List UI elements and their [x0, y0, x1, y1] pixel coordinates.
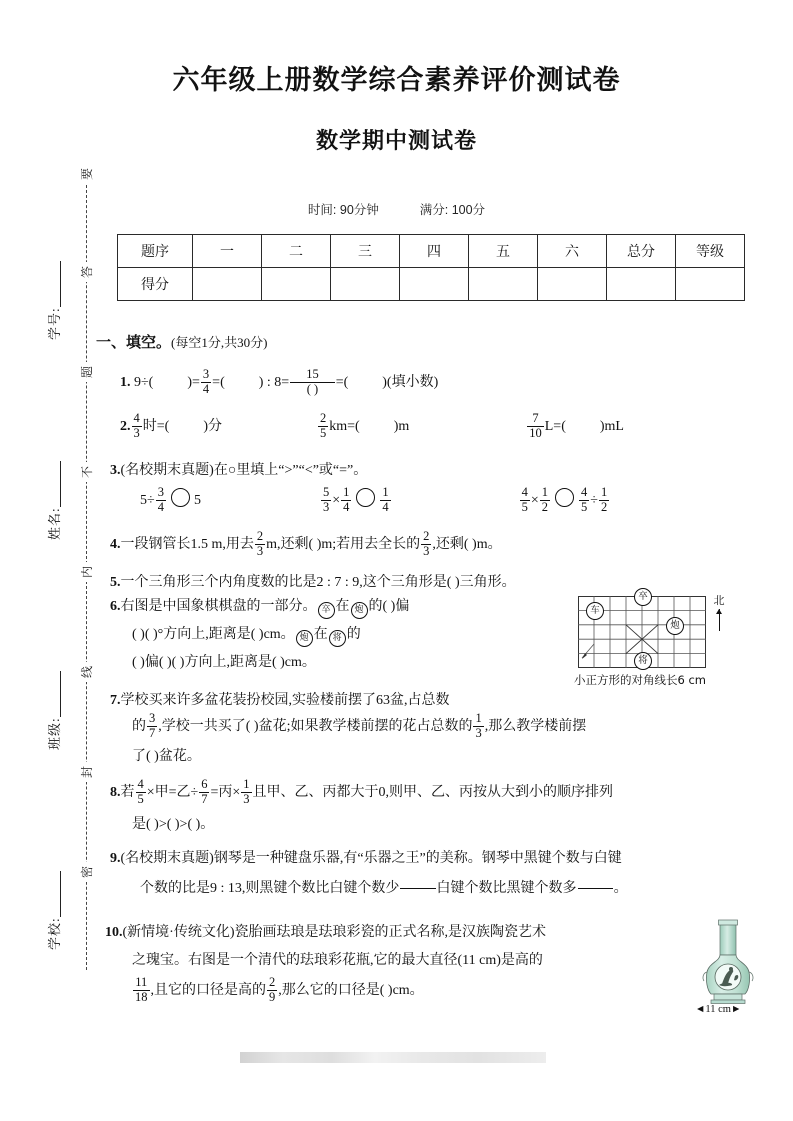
- score-cell-6[interactable]: [538, 268, 607, 301]
- fraction-2-3b: [421, 530, 431, 558]
- fraction-numerator: 11: [135, 975, 148, 989]
- fraction-numerator: [400, 874, 435, 888]
- question-4-number: 4.: [110, 537, 121, 552]
- fraction-numerator: 2: [269, 975, 276, 989]
- compare-3-rop: ÷: [590, 493, 598, 508]
- question-8-e: 是( )>( )>( )。: [132, 817, 215, 832]
- question-9-c: 白键个数比黑键个数多: [436, 881, 577, 896]
- exam-total-score: 满分: 100分: [419, 203, 486, 217]
- fraction-denominator: 4: [382, 499, 389, 514]
- chess-board-figure: [574, 591, 790, 702]
- question-7-d: ,那么教学楼前摆: [484, 719, 587, 734]
- score-cell-3[interactable]: [331, 268, 400, 301]
- question-10-line3: [132, 976, 702, 1006]
- vase-caption-text: 11 cm: [705, 1004, 731, 1015]
- fraction-5-3: [321, 486, 331, 514]
- fraction-1-4b: [380, 486, 390, 514]
- fraction-numerator: 15: [306, 367, 319, 381]
- question-6-l2c: 的: [346, 627, 361, 642]
- left-arrow-icon: ◄: [695, 1004, 706, 1015]
- score-cell-5[interactable]: [469, 268, 538, 301]
- fraction-denominator: 7: [149, 725, 156, 740]
- fraction-denominator: 3: [133, 425, 140, 440]
- page-title: 六年级上册数学综合素养评价测试卷: [172, 65, 621, 96]
- question-5-text: 一个三角形三个内角度数的比是2 : 7 : 9,这个三角形是( )三角形。: [120, 575, 516, 590]
- question-8-b: ×甲=乙÷: [146, 785, 199, 800]
- table-row-scores: [118, 268, 745, 301]
- answer-fraction-blank-2[interactable]: [578, 874, 613, 902]
- fraction-2-9: [267, 976, 277, 1004]
- compare-2-op: ×: [332, 493, 341, 508]
- score-col-1: 一: [193, 235, 262, 268]
- question-3-comparisons: [140, 486, 610, 516]
- question-2-close-2: )m: [393, 419, 410, 434]
- seal-char-7: 密: [77, 862, 97, 882]
- section-heading: [96, 336, 267, 351]
- fraction-3-7: [147, 712, 157, 740]
- fraction-denominator: 5: [319, 425, 327, 440]
- question-6-number: 6.: [110, 599, 121, 614]
- question-3-number: 3.: [110, 463, 121, 478]
- fraction-numerator: 6: [201, 777, 208, 791]
- chess-piece-pao-inline: 炮: [351, 602, 368, 619]
- seal-char-5: 线: [77, 662, 97, 682]
- section-score-note: (每空1分,共30分): [171, 335, 268, 350]
- compare-circle-2[interactable]: [356, 488, 375, 507]
- compare-circle-3[interactable]: [555, 488, 574, 507]
- fraction-denominator: 4: [343, 499, 350, 514]
- question-10-c: ,且它的口径是高的: [150, 983, 266, 998]
- fraction-denominator: 2: [541, 499, 548, 514]
- vase-illustration: [697, 918, 759, 1006]
- compare-1: [140, 485, 204, 514]
- fraction-4-5b: [579, 486, 589, 514]
- score-cell-grade[interactable]: [676, 268, 745, 301]
- question-6: [110, 592, 580, 622]
- compare-1-left: 5÷: [140, 493, 155, 508]
- section-name: 填空。: [126, 335, 172, 351]
- question-2-unit-3: L=(: [544, 419, 566, 434]
- fraction-1-4: [341, 486, 351, 514]
- fraction-numerator: 1: [600, 485, 608, 499]
- question-10-number: 10.: [105, 925, 123, 940]
- question-8-line2: [132, 810, 214, 840]
- question-1-eq2: =(: [212, 375, 225, 390]
- question-3-text: (名校期末真题)在○里填上“>”“<”或“=”。: [120, 463, 368, 478]
- score-cell-1[interactable]: [193, 268, 262, 301]
- question-6-l2: ( )( )°方向上,距离是( )cm。: [132, 627, 295, 642]
- question-10-d: ,那么它的口径是( )cm。: [278, 983, 424, 998]
- question-4-a: 一段钢管长1.5 m,用去: [120, 537, 254, 552]
- question-8-number: 8.: [110, 785, 121, 800]
- question-4-c: ,还剩( )m。: [432, 537, 502, 552]
- question-8-c: =丙×: [210, 785, 241, 800]
- fraction-6-7: [199, 778, 209, 806]
- question-6-l1a: 右图是中国象棋棋盘的一部分。: [120, 599, 317, 614]
- compare-2: [320, 485, 395, 514]
- score-cell-total[interactable]: [607, 268, 676, 301]
- answer-fraction-blank-1[interactable]: [400, 874, 435, 902]
- fraction-numerator: 2: [319, 411, 327, 425]
- question-4: [110, 530, 502, 560]
- question-7-line3: [132, 742, 201, 772]
- question-1-number: 1.: [120, 375, 131, 390]
- question-2-close-1: )分: [203, 419, 222, 434]
- fraction-numerator: [578, 874, 613, 888]
- question-2-number: 2.: [120, 419, 131, 434]
- right-arrow-icon: ►: [730, 1004, 742, 1015]
- seal-label-class: [44, 664, 63, 750]
- table-row-header: [118, 235, 745, 268]
- seal-label-class-text: 班级:: [47, 717, 62, 750]
- question-6-line3: [132, 648, 592, 678]
- fraction-numerator: 4: [137, 777, 144, 791]
- question-1-ratio: ) : 8=: [258, 375, 290, 390]
- fraction-numerator: 1: [343, 485, 350, 499]
- redaction-bar: [240, 1052, 546, 1063]
- score-table: [117, 234, 745, 301]
- question-8: [110, 778, 750, 808]
- fraction-denominator: 4: [157, 499, 164, 514]
- chess-piece-jiang: 将: [634, 652, 652, 670]
- score-col-6: 六: [538, 235, 607, 268]
- seal-char-3: 不: [77, 462, 97, 482]
- seal-label-name: [44, 454, 63, 540]
- chess-board-caption: 小正方形的对角线长6 cm: [574, 673, 706, 687]
- question-10-line2: [132, 946, 702, 976]
- score-col-total: 总分: [607, 235, 676, 268]
- question-1-eq3: =(: [335, 375, 349, 390]
- fraction-11-18: [133, 976, 150, 1004]
- question-3: [110, 456, 367, 486]
- fraction-denominator: ( ): [290, 382, 335, 397]
- compare-1-right: 5: [193, 493, 201, 508]
- fraction-denominator: [400, 888, 435, 903]
- chess-piece-zu: 卒: [634, 588, 652, 606]
- fraction-denominator: 5: [137, 791, 144, 806]
- fraction-15-blank: [290, 368, 335, 396]
- fraction-1-2: [540, 486, 550, 514]
- fraction-numerator: 2: [256, 529, 264, 543]
- question-7-b: 的: [132, 719, 146, 734]
- score-table-row-label-1: 题序: [118, 235, 193, 268]
- question-2-unit-2: km=(: [329, 419, 360, 434]
- question-6-l1c: 的( )偏: [368, 599, 410, 614]
- fraction-denominator: 5: [521, 499, 528, 514]
- fraction-1-3b: [241, 778, 251, 806]
- question-6-l3: ( )偏( )( )方向上,距离是( )cm。: [132, 655, 316, 670]
- score-cell-4[interactable]: [400, 268, 469, 301]
- fraction-numerator: 1: [541, 485, 548, 499]
- fraction-numerator: 3: [202, 367, 210, 381]
- page-subtitle: 数学期中测试卷: [315, 129, 477, 154]
- score-col-3: 三: [331, 235, 400, 268]
- fraction-denominator: 3: [243, 791, 250, 806]
- score-col-5: 五: [469, 235, 538, 268]
- fraction-numerator: 1: [475, 711, 482, 725]
- question-1: [120, 368, 438, 398]
- question-7-number: 7.: [110, 693, 121, 708]
- question-10-a: (新情境·传统文化)瓷胎画珐琅是珐琅彩瓷的正式名称,是汉族陶瓷艺术: [122, 925, 546, 940]
- fraction-denominator: 9: [269, 989, 276, 1004]
- score-table-row-label-2: 得分: [118, 268, 193, 301]
- question-10-b: 之瑰宝。右图是一个清代的珐琅彩花瓶,它的最大直径(11 cm)是高的: [132, 953, 543, 968]
- vase-figure: [697, 918, 763, 1020]
- fraction-denominator: 10: [529, 425, 542, 440]
- fraction-numerator: 2: [423, 529, 430, 543]
- chess-piece-pao-inline-2: 炮: [296, 630, 313, 647]
- fraction-4-5: [520, 486, 530, 514]
- fraction-denominator: 3: [256, 543, 264, 558]
- compare-circle-1[interactable]: [171, 488, 190, 507]
- seal-char-2: 题: [77, 362, 97, 382]
- fraction-denominator: 3: [423, 543, 430, 558]
- question-1-lead: 9÷(: [134, 375, 154, 390]
- question-1-eq1: )=: [187, 375, 200, 390]
- score-cell-2[interactable]: [262, 268, 331, 301]
- fraction-denominator: 5: [581, 499, 588, 514]
- score-col-2: 二: [262, 235, 331, 268]
- question-9-number: 9.: [110, 851, 121, 866]
- seal-margin: [0, 150, 100, 1000]
- seal-label-student-id: [44, 254, 63, 340]
- question-7-line2: [132, 712, 752, 742]
- question-6-line2: [132, 620, 592, 650]
- question-2-close-3: )mL: [599, 419, 624, 434]
- seal-label-school: [44, 864, 63, 950]
- seal-char-0: 要: [77, 164, 97, 184]
- compare-3: [519, 485, 611, 514]
- fraction-7-10: [527, 412, 544, 440]
- fraction-numerator: 4: [521, 485, 528, 499]
- fraction-numerator: 7: [532, 411, 539, 425]
- question-9-b: 个数的比是9 : 13,则黑键个数比白键个数少: [140, 881, 400, 896]
- exam-meta: [0, 200, 793, 218]
- north-arrow-icon: [719, 609, 720, 631]
- question-2: [120, 412, 624, 442]
- fraction-numerator: 3: [157, 485, 164, 499]
- vase-dimension-label: [695, 1004, 741, 1015]
- fraction-3-4: [201, 368, 211, 396]
- question-7-c: ,学校一共买了( )盆花;如果教学楼前摆的花占总数的: [158, 719, 473, 734]
- exam-duration: 时间: 90分钟: [307, 203, 379, 217]
- fraction-numerator: 4: [133, 411, 140, 425]
- compass-north: [706, 592, 732, 631]
- question-5-number: 5.: [110, 575, 121, 590]
- question-1-tail: )(填小数): [382, 375, 439, 390]
- fraction-numerator: 3: [149, 711, 156, 725]
- question-2-unit-1: 时=(: [142, 419, 170, 434]
- seal-label-school-text: 学校:: [47, 917, 62, 950]
- seal-char-6: 封: [77, 762, 97, 782]
- fraction-4-3: [132, 412, 142, 440]
- fraction-denominator: 2: [600, 499, 608, 514]
- question-6-l2b: 在: [313, 627, 328, 642]
- question-9: [110, 844, 760, 874]
- question-7-e: 了( )盆花。: [132, 749, 201, 764]
- question-9-line2: [140, 874, 770, 904]
- score-col-4: 四: [400, 235, 469, 268]
- fraction-numerator: 5: [322, 485, 330, 499]
- chess-board-grid: [578, 591, 706, 668]
- question-10: [105, 918, 695, 948]
- fraction-denominator: [578, 888, 613, 903]
- fraction-3-4: [156, 486, 166, 514]
- question-6-l1b: 在: [335, 599, 350, 614]
- compare-3-op: ×: [530, 493, 539, 508]
- fraction-1-3: [473, 712, 483, 740]
- fraction-1-2b: [599, 486, 609, 514]
- fraction-denominator: 18: [135, 989, 148, 1004]
- chess-piece-pao: 炮: [666, 617, 684, 635]
- chess-piece-jiang-inline: 将: [329, 630, 346, 647]
- score-col-grade: 等级: [676, 235, 745, 268]
- question-9-a: (名校期末真题)钢琴是一种键盘乐器,有“乐器之王”的美称。钢琴中黑键个数与白键: [120, 851, 622, 866]
- compass-north-label: 北: [713, 594, 725, 607]
- fraction-2-3: [255, 530, 265, 558]
- seal-label-student-id-text: 学号:: [47, 307, 62, 340]
- fraction-denominator: 3: [475, 725, 482, 740]
- fraction-numerator: 4: [581, 485, 588, 499]
- fraction-2-5: [318, 412, 328, 440]
- seal-label-name-text: 姓名:: [47, 507, 62, 540]
- question-4-b: m,还剩( )m;若用去全长的: [266, 537, 421, 552]
- fraction-denominator: 4: [202, 381, 210, 396]
- question-7-a: 学校买来许多盆花装扮校园,实验楼前摆了63盆,占总数: [120, 693, 450, 708]
- chess-piece-zu-inline: 卒: [318, 602, 335, 619]
- seal-char-1: 答: [77, 262, 97, 282]
- question-8-d: 且甲、乙、丙都大于0,则甲、乙、丙按从大到小的顺序排列: [252, 785, 614, 800]
- fraction-numerator: 1: [243, 777, 250, 791]
- question-8-a: 若: [120, 785, 135, 800]
- question-9-d: 。: [613, 881, 628, 896]
- fraction-4-5c: [136, 778, 146, 806]
- chess-piece-ju: 车: [586, 602, 604, 620]
- seal-char-4: 内: [77, 562, 97, 582]
- fraction-denominator: 3: [322, 499, 330, 514]
- fraction-denominator: 7: [201, 791, 208, 806]
- section-number: 一、: [96, 335, 127, 351]
- fraction-numerator: 1: [382, 485, 389, 499]
